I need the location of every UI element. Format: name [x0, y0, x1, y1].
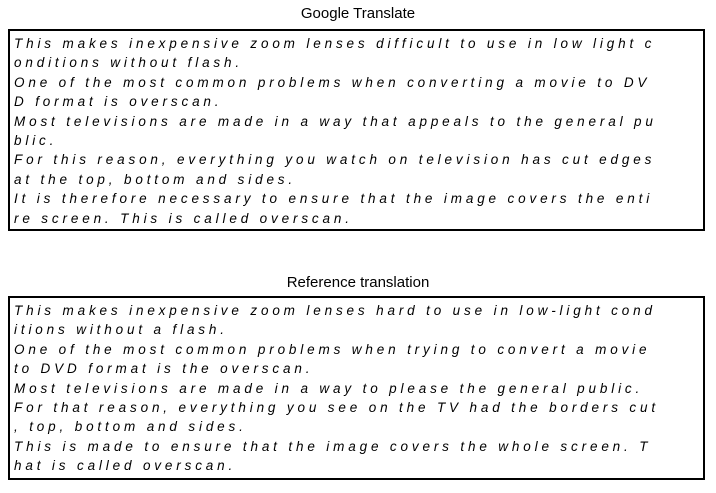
- text-line: , top, bottom and sides.: [14, 419, 247, 435]
- text-line: onditions without flash.: [14, 55, 243, 71]
- text-line: This is made to ensure that the image covers the whole screen. T: [14, 438, 652, 454]
- text-line: blic.: [14, 133, 58, 149]
- text-line: at the top, bottom and sides.: [14, 171, 297, 187]
- text-line: One of the most common problems when trying to convert a movie: [14, 341, 651, 357]
- text-line: For this reason, everything you watch on television has cut edges: [14, 152, 656, 168]
- text-line: It is therefore necessary to ensure that the image covers the enti: [14, 191, 654, 207]
- google-translate-box: [8, 29, 705, 231]
- reference-translation-title: Reference translation: [286, 274, 430, 291]
- text-line: re screen. This is called overscan.: [14, 210, 353, 226]
- text-line: This makes inexpensive zoom lenses hard to use in low-light cond: [14, 303, 656, 318]
- text-line: One of the most common problems when converting a movie to DV: [14, 74, 651, 90]
- reference-translation-box: [8, 296, 705, 480]
- text-line: itions without a flash.: [14, 322, 228, 338]
- text-line: hat is called overscan.: [14, 458, 237, 474]
- text-line: Most televisions are made in a way to please the general public.: [14, 380, 644, 396]
- text-line: For that reason, everything you see on the TV had the borders cut: [14, 400, 659, 416]
- text-line: This makes inexpensive zoom lenses difficult to use in low light c: [14, 36, 656, 51]
- text-line: D format is overscan.: [14, 94, 223, 110]
- google-translate-title: Google Translate: [300, 5, 416, 22]
- text-line: Most televisions are made in a way that appeals to the general pu: [14, 113, 657, 129]
- text-line: to DVD format is the overscan.: [14, 361, 314, 377]
